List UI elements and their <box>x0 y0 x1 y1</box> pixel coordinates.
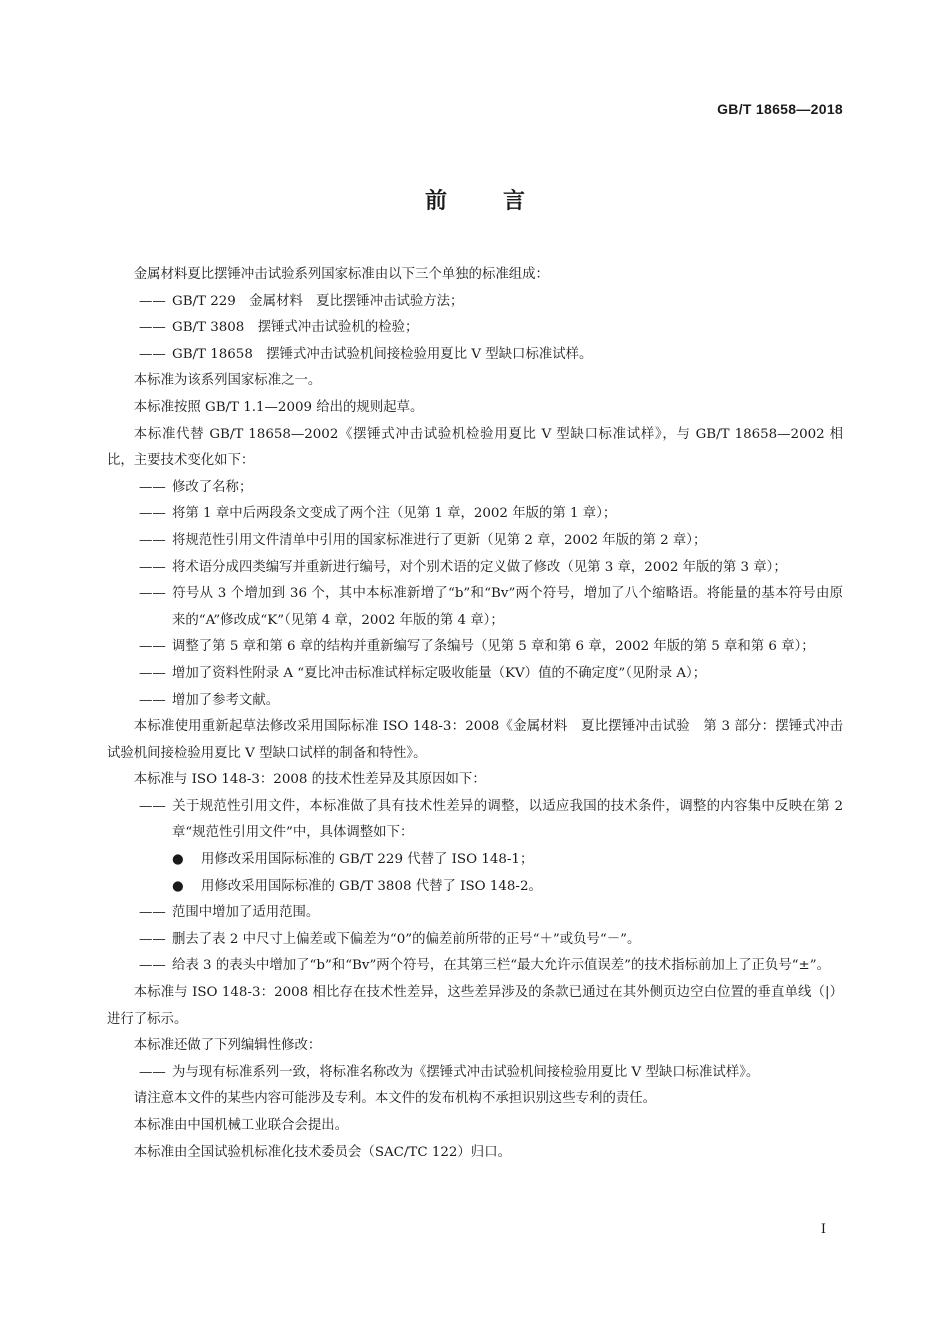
paragraph-text: 将规范性引用文件清单中引用的国家标准进行了更新（见第 2 章，2002 年版的第 2 章）； <box>172 532 707 548</box>
paragraph-text: 增加了参考文献。 <box>172 692 280 708</box>
paragraph <box>107 1113 843 1140</box>
dash-list-item <box>107 794 843 847</box>
dash-mark: —— <box>139 506 166 522</box>
paragraph-text: 本标准与 ISO 148-3：2008 的技术性差异及其原因如下： <box>133 772 486 788</box>
paragraph-text: 修改了名称； <box>172 479 253 495</box>
dash-list-item <box>107 634 843 661</box>
dash-mark: —— <box>139 586 166 602</box>
paragraph-text: 本标准代替 GB/T 18658—2002《摆锤式冲击试验机检验用夏比 V 型缺口标准试样》，与 GB/T 18658—2002 相比，主要技术变化如下： <box>107 426 843 469</box>
dash-mark: —— <box>139 639 166 655</box>
paragraph-text: 将术语分成四类编写并重新进行编号，对个别术语的定义做了修改（见第 3 章，2002 年版的第 3 章）； <box>172 559 787 575</box>
dash-mark: —— <box>139 1064 166 1080</box>
dash-list-item <box>107 555 843 582</box>
paragraph-text: GB/T 3808 摆锤式冲击试验机的检验； <box>172 320 419 336</box>
paragraph-text: GB/T 229 金属材料 夏比摆锤冲击试验方法； <box>172 293 464 309</box>
dash-mark: —— <box>139 931 166 947</box>
paragraph-text: 增加了资料性附录 A “夏比冲击标准试样标定吸收能量（KV）值的不确定度”（见附录 A）； <box>172 665 707 681</box>
dash-list-item <box>107 688 843 715</box>
paragraph-text: 将第 1 章中后两段条文变成了两个注（见第 1 章，2002 年版的第 1 章）； <box>172 506 617 522</box>
paragraph-text: 本标准还做了下列编辑性修改： <box>133 1038 322 1054</box>
dash-mark: —— <box>139 665 166 681</box>
dash-mark: —— <box>139 905 166 921</box>
dash-mark: —— <box>139 692 166 708</box>
paragraph <box>107 1140 843 1167</box>
paragraph <box>107 1086 843 1113</box>
paragraph-text: 本标准按照 GB/T 1.1—2009 给出的规则起草。 <box>133 399 424 415</box>
dash-list-item <box>107 1060 843 1087</box>
document-code: GB/T 18658—2018 <box>717 101 843 117</box>
dash-mark: —— <box>139 293 166 309</box>
paragraph <box>107 262 843 289</box>
paragraph <box>107 395 843 422</box>
dash-list-item <box>107 900 843 927</box>
paragraph <box>107 422 843 475</box>
dash-mark: —— <box>139 532 166 548</box>
dash-mark: —— <box>139 346 166 362</box>
dash-list-item <box>107 581 843 634</box>
paragraph-text: 本标准由全国试验机标准化技术委员会（SAC/TC 122）归口。 <box>133 1144 511 1160</box>
dash-list-item <box>107 475 843 502</box>
paragraph-text: 本标准由中国机械工业联合会提出。 <box>133 1118 349 1133</box>
paragraph <box>107 714 843 767</box>
paragraph-text: 本标准与 ISO 148-3：2008 相比存在技术性差异，这些差异涉及的条款已通过在其外侧页边空白位置的垂直单线（|）进行了标示。 <box>107 985 843 1027</box>
paragraph-text: 删去了表 2 中尺寸上偏差或下偏差为“0”的偏差前所带的正号“＋”或负号“－”。 <box>172 931 641 947</box>
paragraph-text: 金属材料夏比摆锤冲击试验系列国家标准由以下三个单独的标准组成： <box>133 267 549 282</box>
dash-list-item <box>107 927 843 954</box>
paragraph-text: 本标准为该系列国家标准之一。 <box>133 373 322 389</box>
paragraph-text: GB/T 18658 摆锤式冲击试验机间接检验用夏比 V 型缺口标准试样。 <box>172 346 593 362</box>
dash-list-item <box>107 528 843 555</box>
bullet-icon: ● <box>172 878 184 894</box>
dash-list-item <box>107 315 843 342</box>
paragraph-text: 调整了第 5 章和第 6 章的结构并重新编写了条编号（见第 5 章和第 6 章，2002 年版的第 5 章和第 6 章）； <box>172 639 815 655</box>
paragraph-text: 用修改采用国际标准的 GB/T 3808 代替了 ISO 148-2。 <box>201 878 542 894</box>
dash-list-item <box>107 953 843 980</box>
page-title: 前言 <box>424 189 581 214</box>
paragraph-text: 请注意本文件的某些内容可能涉及专利。本文件的发布机构不承担识别这些专利的责任。 <box>133 1091 657 1107</box>
dash-list-item <box>107 289 843 316</box>
paragraph <box>107 368 843 395</box>
paragraph-text: 关于规范性引用文件，本标准做了具有技术性差异的调整，以适应我国的技术条件，调整的内容集中反映在第 2 章“规范性引用文件”中，具体调整如下： <box>172 798 843 841</box>
bullet-list-item <box>107 874 843 901</box>
document-body <box>107 262 843 1166</box>
page-number: I <box>820 1222 826 1237</box>
dash-mark: —— <box>139 559 166 575</box>
dash-list-item <box>107 501 843 528</box>
paragraph-text: 符号从 3 个增加到 36 个，其中本标准新增了“b”和“Bv”两个符号，增加了八个缩略语。将能量的基本符号由原来的“A”修改成“K”（见第 4 章，2002 年版的第 4 章）； <box>172 586 843 628</box>
dash-list-item <box>107 342 843 369</box>
bullet-icon: ● <box>172 852 184 868</box>
dash-mark: —— <box>139 958 166 974</box>
paragraph-text: 给表 3 的表头中增加了“b”和“Bv”两个符号，在其第三栏“最大允许示值误差”的技术指标前加上了正负号“±”。 <box>172 958 831 974</box>
paragraph-text: 本标准使用重新起草法修改采用国际标准 ISO 148-3：2008《金属材料 夏比摆锤冲击试验 第 3 部分：摆锤式冲击试验机间接检验用夏比 V 型缺口试样的制备和特性》。 <box>107 719 843 761</box>
paragraph <box>107 980 843 1033</box>
dash-mark: —— <box>139 798 166 814</box>
dash-mark: —— <box>139 320 166 336</box>
bullet-list-item <box>107 847 843 874</box>
paragraph-text: 范围中增加了适用范围。 <box>172 905 320 921</box>
paragraph-text: 用修改采用国际标准的 GB/T 229 代替了 ISO 148-1； <box>201 852 534 868</box>
paragraph <box>107 1033 843 1060</box>
dash-mark: —— <box>139 479 166 495</box>
paragraph-text: 为与现有标准系列一致，将标准名称改为《摆锤式冲击试验机间接检验用夏比 V 型缺口标准试样》。 <box>172 1064 760 1080</box>
dash-list-item <box>107 661 843 688</box>
paragraph <box>107 767 843 794</box>
